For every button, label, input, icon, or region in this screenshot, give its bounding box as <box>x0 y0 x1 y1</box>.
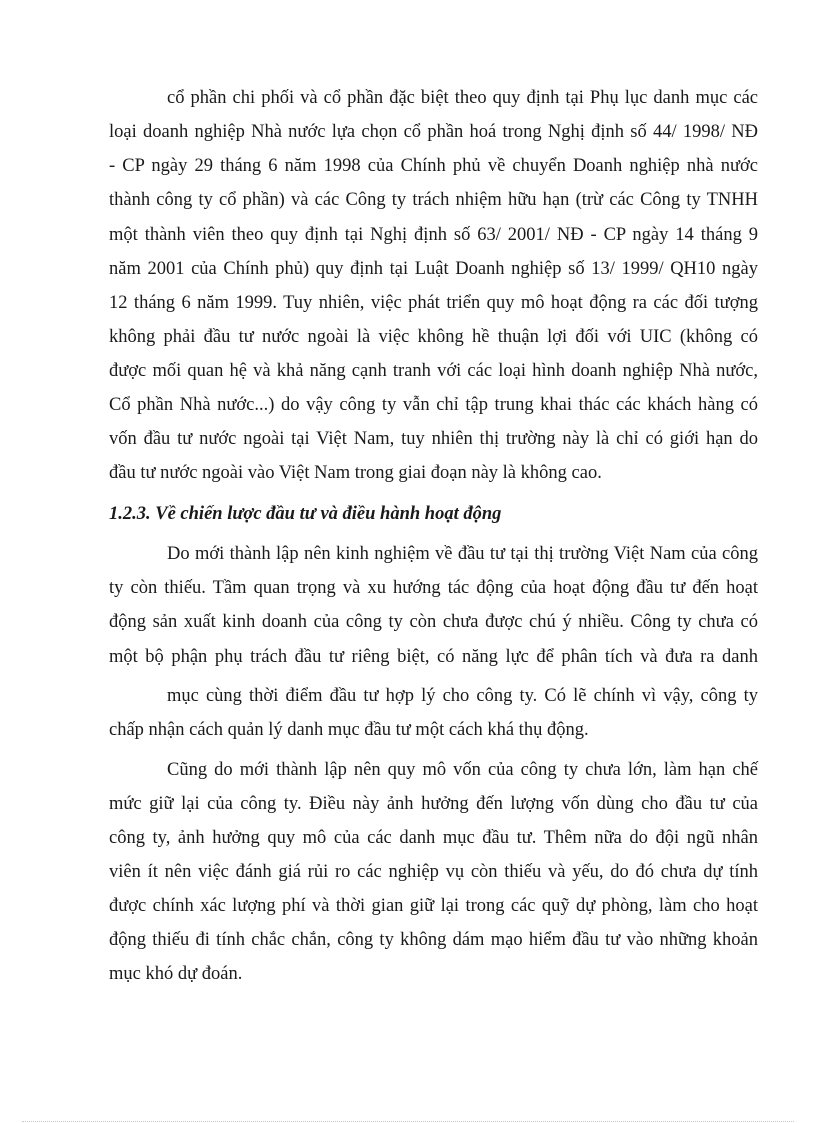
paragraph-1-line: cổ phần chi phối và cổ phần đặc biệt theo quy định tại Phụ lục danh mục các <box>167 88 758 108</box>
paragraph-1-line: đầu tư nước ngoài vào Việt Nam trong giai đoạn này là không cao. <box>109 463 602 483</box>
paragraph-2-line: mục cùng thời điểm đầu tư hợp lý cho công ty. Có lẽ chính vì vậy, công ty <box>167 686 758 706</box>
paragraph-1-line: Cổ phần Nhà nước...) do vậy công ty vẫn chỉ tập trung khai thác các khách hàng có <box>109 395 758 415</box>
paragraph-1-line: năm 2001 của Chính phủ) quy định tại Luật Doanh nghiệp số 13/ 1999/ QH10 ngày <box>109 259 758 279</box>
paragraph-2-line: Do mới thành lập nên kinh nghiệm về đầu tư tại thị trường Việt Nam của công <box>167 544 758 564</box>
paragraph-2-line: một bộ phận phụ trách đầu tư riêng biệt, có năng lực để phân tích và đưa ra danh <box>109 647 758 667</box>
page-bottom-divider <box>22 1121 794 1122</box>
paragraph-3-line: Cũng do mới thành lập nên quy mô vốn của công ty chưa lớn, làm hạn chế <box>167 760 758 780</box>
paragraph-1-line: thành công ty cổ phần) và các Công ty trách nhiệm hữu hạn (trừ các Công ty TNHH <box>109 190 758 210</box>
paragraph-1-line: loại doanh nghiệp Nhà nước lựa chọn cổ phần hoá trong Nghị định số 44/ 1998/ NĐ <box>109 122 758 142</box>
paragraph-1-line: - CP ngày 29 tháng 6 năm 1998 của Chính phủ về chuyển Doanh nghiệp nhà nước <box>109 156 758 176</box>
paragraph-1-line: một thành viên theo quy định tại Nghị định số 63/ 2001/ NĐ - CP ngày 14 tháng 9 <box>109 225 758 245</box>
paragraph-1-line: 12 tháng 6 năm 1999. Tuy nhiên, việc phát triển quy mô hoạt động ra các đối tượng <box>109 293 758 313</box>
paragraph-3-line: mức giữ lại của công ty. Điều này ảnh hưởng đến lượng vốn dùng cho đầu tư của <box>109 794 758 814</box>
paragraph-1-line: vốn đầu tư nước ngoài tại Việt Nam, tuy nhiên thị trường này là chỉ có giới hạn do <box>109 429 758 449</box>
paragraph-1-line: không phải đầu tư nước ngoài là việc không hề thuận lợi đối với UIC (không có <box>109 327 758 347</box>
paragraph-3-line: mục khó dự đoán. <box>109 964 243 984</box>
paragraph-3-line: được chính xác lượng phí và thời gian giữ lại trong các quỹ dự phòng, làm cho hoạt <box>109 896 758 916</box>
section-heading: 1.2.3. Về chiến lược đầu tư và điều hành hoạt động <box>109 504 502 524</box>
paragraph-3-line: viên ít nên việc đánh giá rủi ro các nghiệp vụ còn thiếu và yếu, do đó chưa dự tính <box>109 862 758 882</box>
paragraph-1-line: được mối quan hệ và khả năng cạnh tranh với các loại hình doanh nghiệp Nhà nước, <box>109 361 758 381</box>
paragraph-2-line: động sản xuất kinh doanh của công ty còn chưa được chú ý nhiều. Công ty chưa có <box>109 612 758 632</box>
paragraph-2-line: ty còn thiếu. Tầm quan trọng và xu hướng tác động của hoạt động đầu tư đến hoạt <box>109 578 758 598</box>
paragraph-3-line: công ty, ảnh hưởng quy mô của các danh mục đầu tư. Thêm nữa do đội ngũ nhân <box>109 828 758 848</box>
paragraph-3-line: động thiếu đi tính chắc chắn, công ty không dám mạo hiểm đầu tư vào những khoản <box>109 930 758 950</box>
paragraph-2-line: chấp nhận cách quản lý danh mục đầu tư một cách khá thụ động. <box>109 720 589 740</box>
